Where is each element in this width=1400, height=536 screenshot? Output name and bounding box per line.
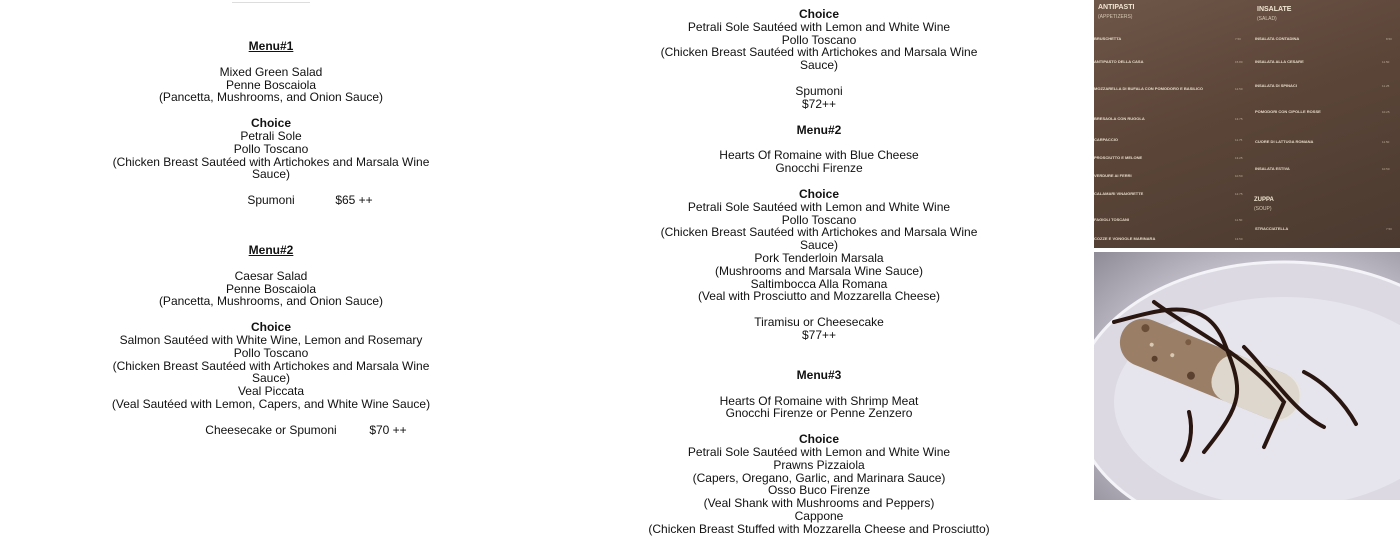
menu1-choice: Pollo Toscano	[233, 141, 309, 156]
menu1-item: Mixed Green Salad	[219, 64, 323, 79]
menu1-item: Penne Boscaiola	[225, 77, 317, 92]
menu1-dessert: Spumoni	[247, 193, 295, 208]
menu2-heading: Menu#2	[248, 243, 294, 257]
top-choice-label: Choice	[798, 7, 839, 21]
r-menu3-heading: Menu#3	[796, 367, 842, 382]
left-column-menu2	[92, 244, 450, 437]
tab-remnant	[232, 0, 310, 3]
menu1-heading: Menu#1	[248, 39, 294, 53]
photo-item: CARPACCIO	[1094, 137, 1118, 142]
r-menu3-choice: (Capers, Oregano, Garlic, and Marinara Sauce)	[692, 470, 946, 485]
r-menu3-choice: (Chicken Breast Stuffed with Mozzarella Cheese and Prosciutto)	[648, 521, 990, 536]
menu2-item: Penne Boscaiola	[225, 281, 317, 296]
r-menu2-choice: Saltimbocca Alla Romana	[750, 276, 888, 291]
dessert-photo	[1094, 252, 1400, 500]
photo-item: VERDURE AI FERRI	[1094, 173, 1132, 178]
photo-insalate-sub: (SALAD)	[1257, 16, 1277, 22]
r-menu2-choice-label: Choice	[798, 186, 839, 201]
r-menu2-heading: Menu#2	[796, 122, 842, 137]
r-menu2-choice: (Chicken Breast Sautéed with Artichokes and Marsala Wine Sauce)	[660, 225, 978, 253]
menu2-choice: (Veal Sautéed with Lemon, Capers, and White Wine Sauce)	[111, 396, 431, 411]
photo-price: 10.50	[1235, 174, 1243, 178]
top-choice: Petrali Sole Sautéed with Lemon and White Wine	[687, 19, 951, 34]
photo-antipasti-title: ANTIPASTI	[1098, 4, 1135, 11]
photo-price: 15.80	[1235, 60, 1243, 64]
r-menu2-item: Gnocchi Firenze	[775, 161, 863, 176]
r-menu3-choice: (Veal Shank with Mushrooms and Peppers)	[703, 496, 935, 511]
photo-price: 13.75	[1235, 117, 1243, 121]
r-menu2-choice: (Mushrooms and Marsala Wine Sauce)	[714, 263, 924, 278]
photo-item: INSALATA DI SPINACI	[1255, 83, 1297, 88]
r-menu2-price: $77++	[801, 327, 837, 342]
menu2-dessert: Cheesecake or Spumoni	[205, 422, 337, 437]
menu1-price: $65 ++	[335, 193, 373, 207]
photo-item: INSALATA ALLA CESARE	[1255, 59, 1304, 64]
top-choice: (Chicken Breast Sautéed with Artichokes and Marsala Wine Sauce)	[660, 45, 978, 73]
r-menu2-choice: Petrali Sole Sautéed with Lemon and White Wine	[687, 199, 951, 214]
right-column	[640, 8, 998, 536]
photo-item: CALAMARI VINAIGRETTE	[1094, 191, 1144, 196]
menu2-price: $70 ++	[369, 423, 407, 437]
menu2-item: (Pancetta, Mushrooms, and Onion Sauce)	[158, 294, 384, 309]
photo-antipasti-sub: (APPETIZERS)	[1098, 14, 1133, 20]
menu1-choice-label: Choice	[250, 116, 291, 131]
r-menu2-choice: Pork Tenderloin Marsala	[754, 250, 884, 265]
menu1-choice: Petrali Sole	[240, 128, 302, 143]
photo-price: 11.50	[1235, 218, 1243, 222]
r-menu3-item: Hearts Of Romaine with Shrimp Meat	[719, 393, 919, 408]
photo-price: 10.25	[1382, 110, 1390, 114]
r-menu3-item: Gnocchi Firenze or Penne Zenzero	[725, 406, 913, 421]
photo-item: POMODORI CON CIPOLLE ROSSE	[1255, 109, 1321, 114]
menu2-item: Caesar Salad	[234, 268, 308, 283]
photo-item: ANTIPASTO DELLA CASA	[1094, 59, 1144, 64]
photo-item: INSALATA ESTIVA	[1255, 166, 1290, 171]
top-price: $72++	[801, 96, 837, 111]
r-menu3-choice: Petrali Sole Sautéed with Lemon and White Wine	[687, 444, 951, 459]
menu1-choice: (Chicken Breast Sautéed with Artichokes and Marsala Wine Sauce)	[112, 154, 430, 182]
menu2-choice: (Chicken Breast Sautéed with Artichokes and Marsala Wine Sauce)	[112, 358, 430, 386]
photo-item: PROSCIUTTO E MELONE	[1094, 155, 1143, 160]
menu1-item: (Pancetta, Mushrooms, and Onion Sauce)	[158, 90, 384, 105]
menu2-choice-label: Choice	[250, 320, 291, 335]
photo-item: INSALATA CONTADINA	[1255, 36, 1300, 41]
top-dessert: Spumoni	[795, 83, 843, 98]
menu2-choice: Salmon Sautéed with White Wine, Lemon and Rosemary	[119, 332, 423, 347]
r-menu2-item: Hearts Of Romaine with Blue Cheese	[719, 148, 919, 163]
photo-item: BRUSCHETTA	[1094, 36, 1122, 41]
photo-zuppa-title: ZUPPA	[1254, 197, 1274, 203]
top-choice: Pollo Toscano	[781, 32, 857, 47]
menu2-choice: Veal Piccata	[237, 384, 305, 399]
photo-price: 11.50	[1382, 140, 1390, 144]
photo-item: CUORE DI LATTUGA ROMANA	[1255, 139, 1314, 144]
photo-price: 11.25	[1382, 84, 1390, 88]
r-menu2-choice: Pollo Toscano	[781, 212, 857, 227]
photo-price: 8.50	[1386, 37, 1392, 41]
menu-photo	[1094, 0, 1400, 248]
left-column	[92, 40, 450, 207]
photo-price: 7.50	[1386, 227, 1392, 231]
r-menu2-dessert: Tiramisu or Cheesecake	[754, 315, 884, 330]
r-menu3-choice: Osso Buco Firenze	[767, 483, 871, 498]
menu2-choice: Pollo Toscano	[233, 345, 309, 360]
r-menu3-choice: Prawns Pizzaiola	[773, 457, 865, 472]
photo-insalate-title: INSALATE	[1257, 6, 1292, 13]
r-menu2-choice: (Veal with Prosciutto and Mozzarella Cheese)	[697, 289, 941, 304]
photo-price: 7.50	[1235, 37, 1241, 41]
photo-price: 11.50	[1382, 60, 1390, 64]
photo-price: 12.75	[1235, 192, 1243, 196]
photo-price: 11.75	[1235, 138, 1243, 142]
r-menu3-choice: Cappone	[794, 508, 844, 523]
photo-item: COZZE E VONGOLE MARINARA	[1094, 236, 1156, 241]
photo-item: MOZZARELLA DI BUFALA CON POMODORO E BASILICO	[1094, 86, 1204, 91]
photo-item: BRESAOLA CON RUGOLA	[1094, 116, 1145, 121]
r-menu3-choice-label: Choice	[798, 432, 839, 447]
photo-item: STRACCIATELLA	[1255, 226, 1289, 231]
photo-price: 13.50	[1235, 237, 1243, 241]
photo-price: 10.50	[1382, 167, 1390, 171]
photo-item: FAGIOLI TOSCANI	[1094, 217, 1130, 222]
photo-price: 13.25	[1235, 156, 1243, 160]
photo-price: 12.50	[1235, 87, 1243, 91]
cannoli-dessert-illustration	[1094, 252, 1400, 500]
photo-zuppa-sub: (SOUP)	[1254, 206, 1272, 212]
